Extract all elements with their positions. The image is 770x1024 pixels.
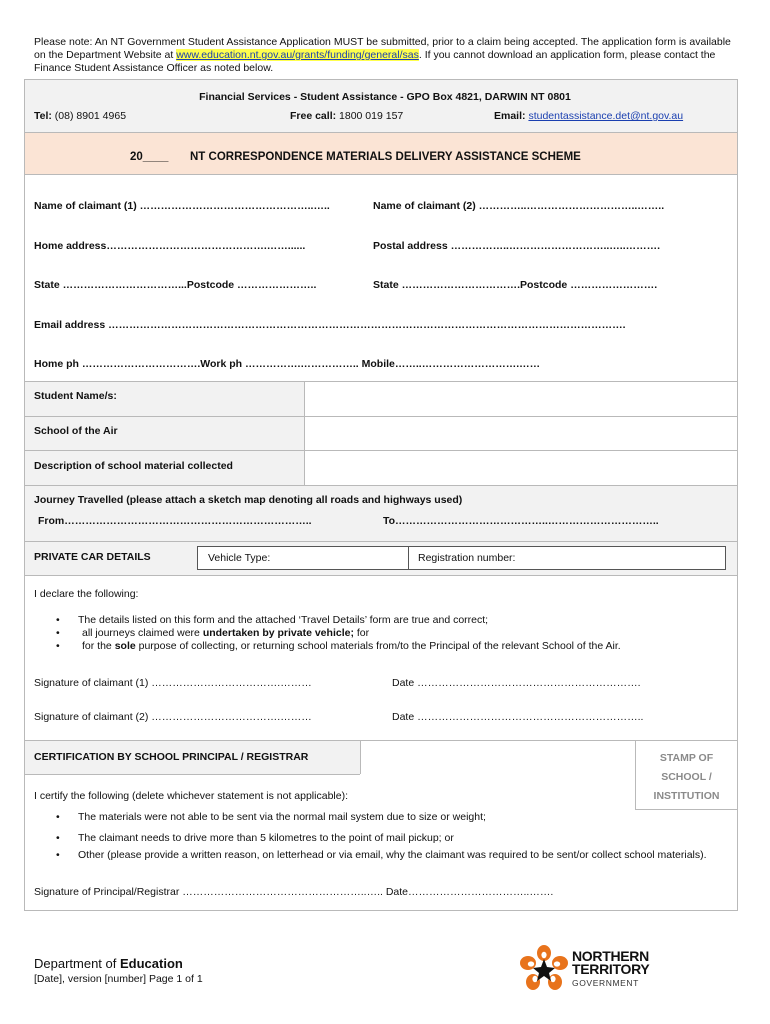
logo-wordmark: NORTHERN TERRITORY [572,948,650,977]
certification-item: • The claimant needs to drive more than 5 kilometres to the point of mail pickup; or [34,832,730,845]
divider [24,174,738,175]
claimant-2-date-field[interactable]: Date ……………………………………………………….. [392,711,644,723]
school-of-air-input[interactable] [305,417,737,449]
claimant-2-signature-field[interactable]: Signature of claimant (2) ……………………………….……… [34,711,312,723]
divider [24,575,738,576]
note-text-1: Please note: An NT Government Student Assistance Application MUST be submitted, prior to a claim being accepted. The application form is available on the Department Website at [34,36,731,61]
student-names-label: Student Name/s: [34,390,117,402]
certification-item: • The materials were not able to be sent via the normal mail system due to size or weight; [34,811,730,824]
declaration-list [34,614,724,653]
postal-address-field[interactable]: Postal address ……………..………………………..…..………. [373,240,661,252]
journey-to-field[interactable]: To……………………………………..………………………….. [383,515,659,527]
declaration-item: • all journeys claimed were undertaken by private vehicle; for [34,627,724,640]
certification-underline [24,774,360,775]
certification-intro: I certify the following (delete whichever statement is not applicable): [34,790,348,802]
private-car-heading: PRIVATE CAR DETAILS [34,551,151,563]
instruction-note [34,36,734,75]
phone-fields[interactable]: Home ph …………………………….Work ph …………….…………….. Mobile……..……………………….…… [34,358,541,370]
home-address-field[interactable]: Home address……………………………………….……...... [34,240,306,252]
title-year: 20____ [130,151,169,163]
form-title: NT CORRESPONDENCE MATERIALS DELIVERY ASSISTANCE SCHEME [190,151,581,163]
declaration-item: • for the sole purpose of collecting, or returning school materials from/to the Principal of the relevant School of the Air. [34,640,724,653]
nt-government-logo [518,944,658,994]
email-address-field[interactable]: Email address …………………………………………………………………………………………………………………………………. [34,319,626,331]
contact-tel [34,110,126,122]
state-postcode-field-1[interactable]: State ……………………………...Postcode ………………….. [34,279,317,291]
state-postcode-field-2[interactable]: State …………………………….Postcode ……………………. [373,279,658,291]
certification-item: • Other (please provide a written reason, on letterhead or via email, why the claimant was required to be sent/or collect school materials). [34,849,730,862]
stamp-label: STAMP OF SCHOOL / INSTITUTION [653,752,720,802]
car-box-divider [408,547,409,569]
journey-from-field[interactable]: From…………………………………………………………….. [38,515,312,527]
contact-freecall [290,110,403,122]
divider [24,740,738,741]
certification-list [34,811,730,862]
tel-value: (08) 8901 4965 [51,110,127,122]
freecall-value: 1800 019 157 [336,110,404,122]
application-form-link[interactable]: www.education.nt.gov.au/grants/funding/general/sas [176,49,419,61]
material-description-label: Description of school material collected [34,460,233,472]
email-label: Email [494,110,523,122]
journey-heading: Journey Travelled (please attach a sketch map denoting all roads and highways used) [34,494,463,506]
divider [24,485,738,486]
principal-signature-field[interactable]: Signature of Principal/Registrar ……………………………………………..….. Date……………………………..……. [34,886,554,898]
desert-rose-icon [518,944,570,994]
divider [24,132,738,133]
contact-address: Financial Services - Student Assistance - GPO Box 4821, DARWIN NT 0801 [199,91,571,103]
freecall-label: Free call: [290,110,337,122]
divider [24,541,738,542]
material-description-input[interactable] [305,451,737,484]
certification-heading: CERTIFICATION BY SCHOOL PRINCIPAL / REGISTRAR [34,751,309,763]
claimant-1-date-field[interactable]: Date ………………………………………………………. [392,677,641,689]
email-link[interactable]: studentassistance.det@nt.gov.au [528,110,684,122]
version-text: [Date], version [number] Page 1 of 1 [34,973,203,985]
registration-number-field[interactable]: Registration number: [418,552,516,564]
claimant-2-name-field[interactable]: Name of claimant (2) …………..…………………………..…….. [373,200,665,212]
contact-email: Email: studentassistance.det@nt.gov.au [494,110,684,122]
tel-label: Tel: [34,110,52,122]
school-of-air-label: School of the Air [34,425,118,437]
department-name: Department of Education [34,956,183,971]
logo-government: GOVERNMENT [572,978,639,988]
certification-divider [360,740,361,774]
claimant-1-name-field[interactable]: Name of claimant (1) …………………………………………..….. [34,200,330,212]
declaration-intro: I declare the following: [34,588,139,600]
student-names-input[interactable] [305,382,737,415]
claimant-1-signature-field[interactable]: Signature of claimant (1) ……………………………….……… [34,677,312,689]
vehicle-type-field[interactable]: Vehicle Type: [208,552,271,564]
note-text-2: . If you cannot download an application form, please contact the Finance Student Assistance Officer as noted below. [34,49,716,74]
declaration-item: • The details listed on this form and the attached ‘Travel Details’ form are true and correct; [34,614,724,627]
